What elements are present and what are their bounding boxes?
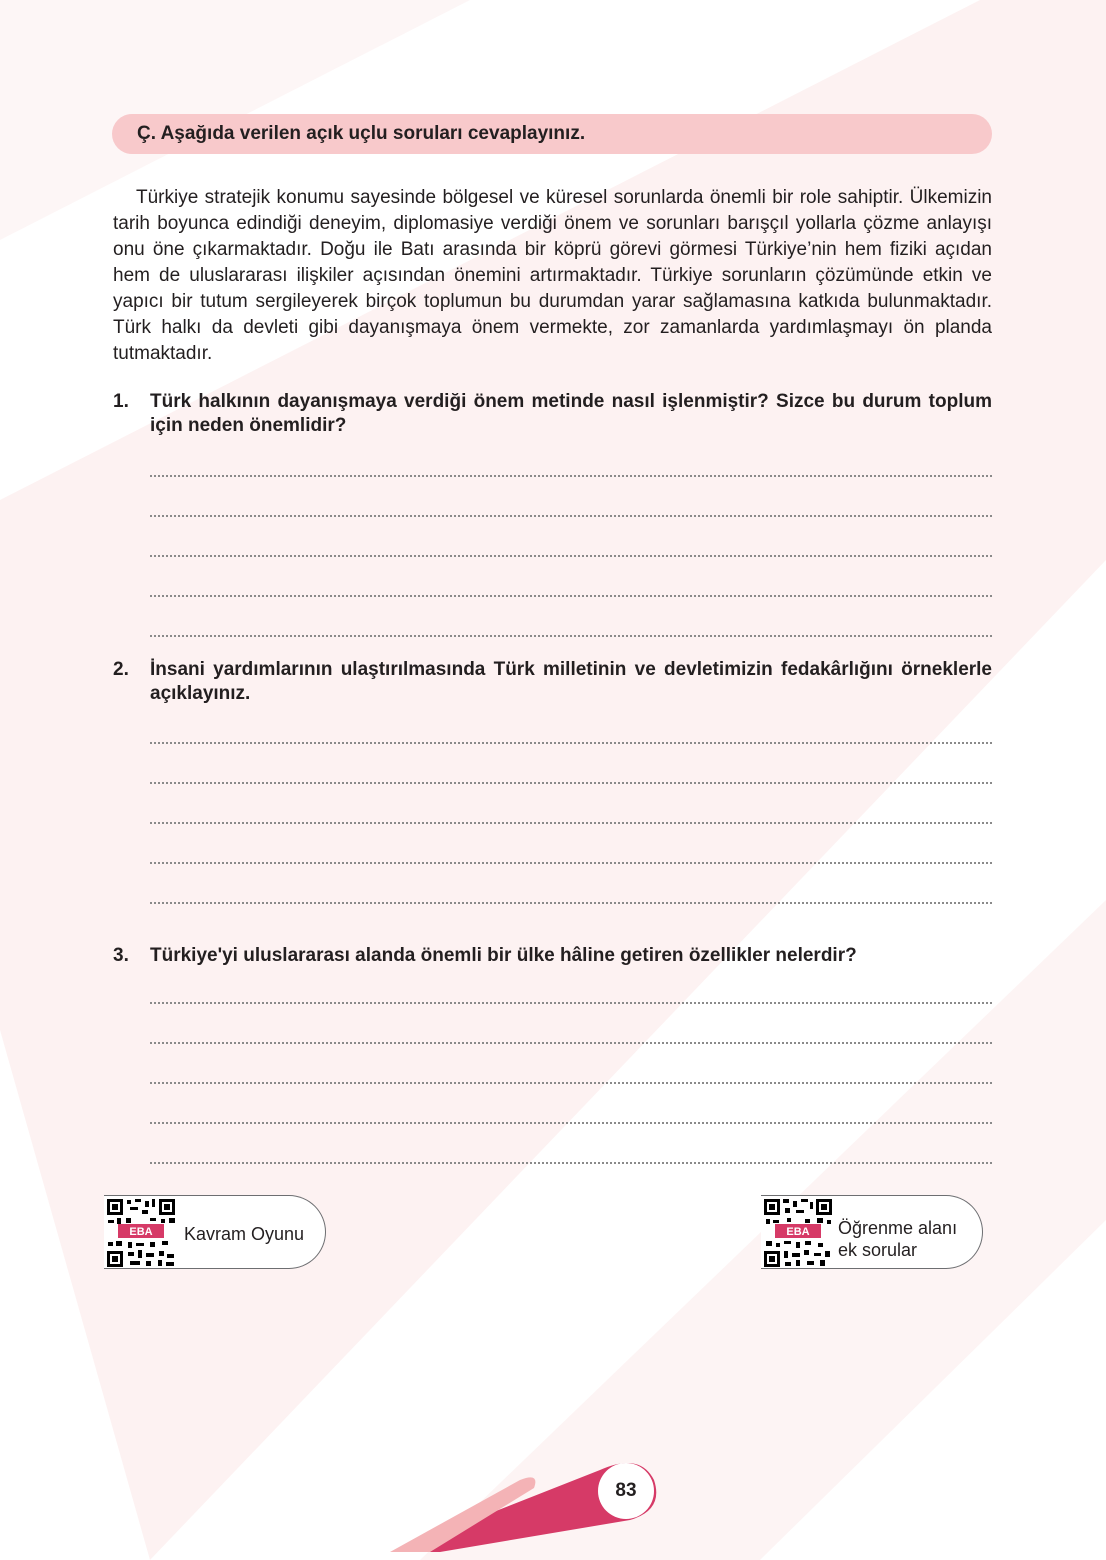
answer-line[interactable] — [150, 1122, 992, 1124]
answer-line[interactable] — [150, 1082, 992, 1084]
answer-line[interactable] — [150, 555, 992, 557]
qr-link-label[interactable]: Kavram Oyunu — [184, 1224, 305, 1244]
answer-line[interactable] — [150, 595, 992, 597]
qr-link-ogrenme-alani[interactable] — [761, 1195, 983, 1269]
qr-link-label-line2[interactable]: ek sorular — [838, 1240, 918, 1260]
answer-line[interactable] — [150, 902, 992, 904]
answer-line[interactable] — [150, 862, 992, 864]
question-number: 1. — [113, 391, 129, 412]
answer-line[interactable] — [150, 782, 992, 784]
question-number: 3. — [113, 945, 129, 966]
answer-line[interactable] — [150, 515, 992, 517]
qr-code-icon[interactable] — [106, 1198, 176, 1268]
page-number-badge — [598, 1463, 654, 1519]
section-header-title: Ç. Aşağıda verilen açık uçlu soruları cevaplayınız. — [137, 123, 586, 144]
intro-paragraph: Türkiye stratejik konumu sayesinde bölgesel ve küresel sorunlarda önemli bir role sahiptir. Ülkemizin tarih boyunca edindiği deneyim, diplomasiye verdiği önem ve sorunları barışçıl yollarla çözme anlayışı onu öne çıkarmaktadır. Doğu ile Batı arasında bir köprü görevi görmesi Türkiye’nin hem fiziki açıdan hem de uluslararası ilişkiler açısından önemini artırmaktadır. Türkiye sorunların çözümünde etkin ve yapıcı bir tutum sergileyerek birçok toplumun bu durumdan yarar sağlamasına katkıda bulunmaktadır. Türk halkı da devleti gibi dayanışmaya önem vermekte, zor zamanlarda yardımlaşmayı ön planda tutmaktadır. — [113, 187, 992, 364]
eba-logo: EBA — [129, 1226, 153, 1238]
question-text: Türkiye'yi uluslararası alanda önemli bir ülke hâline getiren özellikler nelerdir? — [150, 945, 857, 966]
answer-line[interactable] — [150, 1042, 992, 1044]
answer-line[interactable] — [150, 635, 992, 637]
eba-logo: EBA — [786, 1226, 810, 1238]
question-number: 2. — [113, 659, 129, 680]
answer-line[interactable] — [150, 742, 992, 744]
qr-link-label-line1[interactable]: Öğrenme alanı — [838, 1218, 958, 1238]
section-header — [112, 114, 992, 154]
answer-line[interactable] — [150, 1002, 992, 1004]
page-number: 83 — [615, 1480, 637, 1501]
answer-line[interactable] — [150, 822, 992, 824]
answer-line[interactable] — [150, 475, 992, 477]
qr-code-icon[interactable] — [763, 1198, 833, 1268]
qr-link-kavram-oyunu[interactable] — [104, 1195, 326, 1269]
answer-line[interactable] — [150, 1162, 992, 1164]
question-text: Türk halkının dayanışmaya verdiği önem metinde nasıl işlenmiştir? Sizce bu durum toplum için neden önemlidir? — [150, 391, 992, 436]
question-text: İnsani yardımlarının ulaştırılmasında Türk milletinin ve devletimizin fedakârlığını örneklerle açıklayınız. — [150, 659, 992, 704]
